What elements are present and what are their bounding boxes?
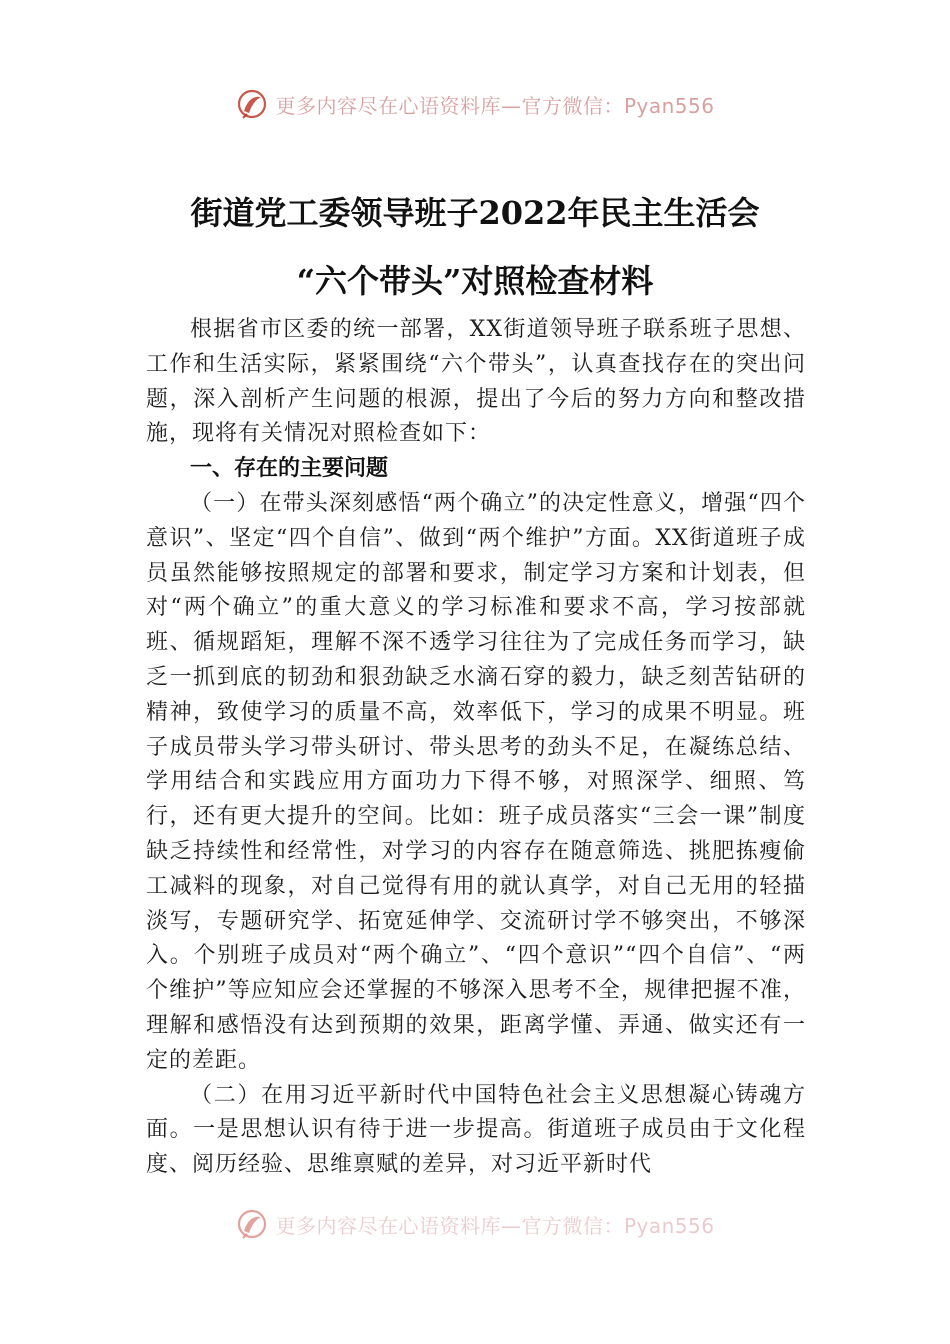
watermark-header bbox=[0, 84, 950, 124]
intro-paragraph: 根据省市区委的统一部署，XX街道领导班子联系班子思想、工作和生活实际，紧紧围绕“六个带头”，认真查找存在的突出问题，深入剖析产生问题的根源，提出了今后的努力方向和整改措施，现将有关情况对照检查如下： bbox=[146, 317, 806, 447]
section-heading: 一、存在的主要问题 bbox=[190, 456, 389, 482]
watermark-text: 更多内容尽在心语资料库—官方微信：Pyan556 bbox=[275, 1213, 715, 1238]
document-title-line1: 街道党工委领导班子2022年民主生活会 bbox=[190, 194, 760, 232]
brush-logo-icon bbox=[235, 87, 269, 121]
body-paragraph-2: （二）在用习近平新时代中国特色社会主义思想凝心铸魂方面。一是思想认识有待于进一步提高。街道班子成员由于文化程度、阅历经验、思维禀赋的差异，对习近平新时代 bbox=[146, 1082, 806, 1178]
watermark-footer bbox=[0, 1206, 950, 1242]
brush-logo-icon bbox=[235, 1207, 269, 1241]
document-body bbox=[146, 313, 806, 1183]
document-title-line2: “六个带头”对照检查材料 bbox=[296, 262, 654, 300]
watermark-text: 更多内容尽在心语资料库—官方微信：Pyan556 bbox=[275, 93, 715, 118]
body-paragraph-1: （一）在带头深刻感悟“两个确立”的决定性意义，增强“四个意识”、坚定“四个自信”、做到“两个维护”方面。XX街道班子成员虽然能够按照规定的部署和要求，制定学习方案和计划表，但对“两个确立”的重大意义的学习标准和要求不高，学习按部就班、循规蹈矩，理解不深不透学习往往为了完成任务而学习，缺乏一抓到底的韧劲和狠劲缺乏水滴石穿的毅力，缺乏刻苦钻研的精神，致使学习的质量不高，效率低下，学习的成果不明显。班子成员带头学习带头研讨、带头思考的劲头不足，在凝练总结、学用结合和实践应用方面功力下得不够，对照深学、细照、笃行，还有更大提升的空间。比如：班子成员落实“三会一课”制度缺乏持续性和经常性，对学习的内容存在随意筛选、挑肥拣瘦偷工减料的现象，对自己觉得有用的就认真学，对自己无用的轻描淡写，专题研究学、拓宽延伸学、交流研讨学不够突出，不够深入。个别班子成员对“两个确立”、“四个意识”“四个自信”、“两个维护”等应知应会还掌握的不够深入思考不全，规律把握不准，理解和感悟没有达到预期的效果，距离学懂、弄通、做实还有一定的差距。 bbox=[146, 490, 806, 1073]
